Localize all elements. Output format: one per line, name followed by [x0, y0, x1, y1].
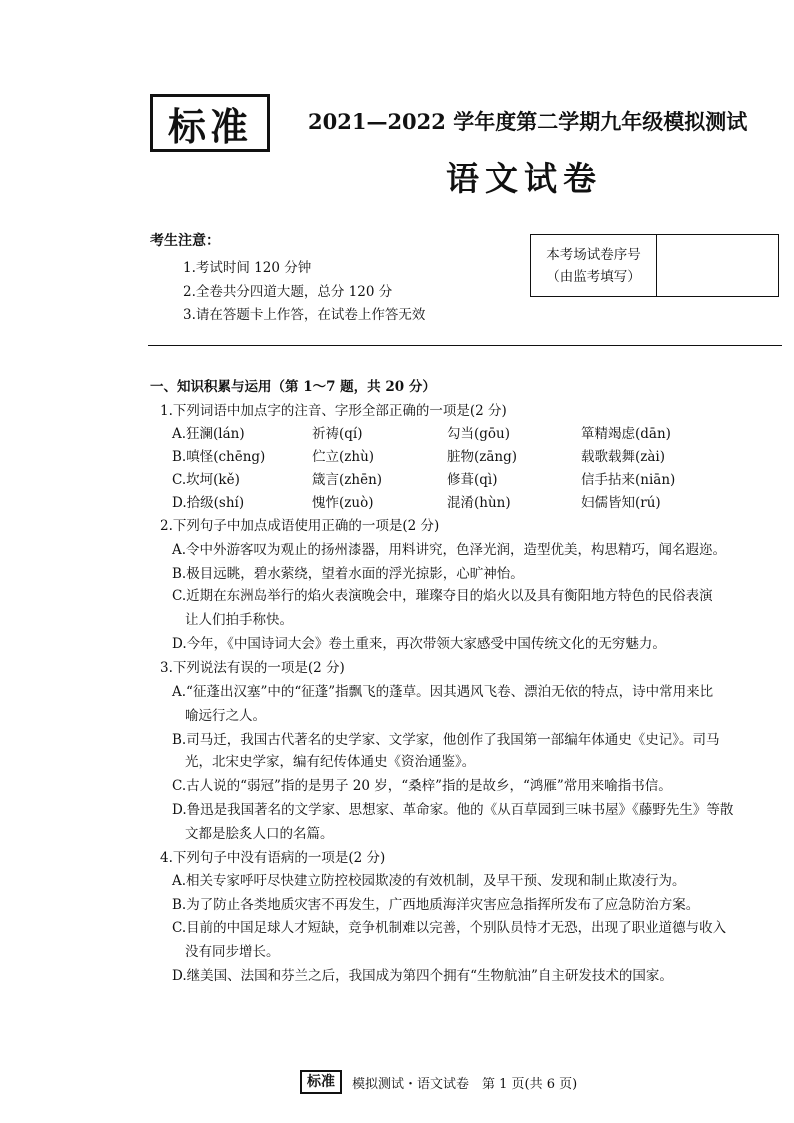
q1-option-c-4: 信手拈来(niān): [581, 472, 676, 488]
notice-item: 2.全卷共分四道大题，总分 120 分: [183, 284, 393, 300]
q3-option-d: D.鲁迅是我国著名的文学家、思想家、革命家。他的《从百草园到三味书屋》《藤野先生》等散: [172, 802, 734, 818]
seat-number-label-line2: （由监考填写）: [546, 268, 641, 285]
q1-option-d-3: 混淆(hùn): [447, 495, 511, 511]
q1-option-d-1: D.拾级(shí): [172, 495, 245, 511]
page-footer: [300, 1070, 577, 1094]
q1-option-c-1: C.坎坷(kě): [172, 472, 240, 488]
q1-option-a-4: 箪精竭虑(dān): [581, 426, 671, 442]
divider-rule: [148, 345, 782, 346]
q2-option-a: A.令中外游客叹为观止的扬州漆器，用料讲究，色泽光润，造型优美，构思精巧，闻名遐迩。: [172, 542, 727, 558]
question-2-stem: 2.下列句子中加点成语使用正确的一项是(2 分): [160, 518, 440, 534]
footer-page-info: 模拟测试・语文试卷 第 1 页(共 6 页): [352, 1076, 578, 1092]
notice-item: 1.考试时间 120 分钟: [183, 260, 312, 276]
seat-number-box: [530, 234, 779, 297]
q4-option-c-cont: 没有同步增长。: [185, 944, 280, 960]
q3-option-c: C.古人说的“弱冠”指的是男子 20 岁，“桑梓”指的是故乡，“鸿雁”常用来喻指书信。: [172, 778, 672, 794]
q1-option-a-2: 祈祷(qí): [312, 426, 363, 442]
q1-option-a-3: 勾当(gōu): [447, 426, 510, 442]
brand-stamp: 标准: [150, 94, 270, 152]
exam-title: 2021—2022 学年度第二学期九年级模拟测试: [308, 109, 748, 134]
seat-number-blank: [657, 235, 778, 296]
q2-option-c: C.近期在东洲岛举行的焰火表演晚会中，璀璨夺目的焰火以及具有衡阳地方特色的民俗表演: [172, 588, 713, 604]
q1-option-b-1: B.嗔怪(chēng): [172, 449, 266, 465]
q1-option-b-3: 脏物(zāng): [447, 449, 518, 465]
q4-option-b: B.为了防止各类地质灾害不再发生，广西地质海洋灾害应急指挥所发布了应急防治方案。: [172, 897, 700, 913]
paper-title: 语文试卷: [446, 159, 602, 198]
q3-option-b-cont: 光，北宋史学家，编有纪传体通史《资治通鉴》。: [185, 754, 476, 770]
q4-option-c: C.目前的中国足球人才短缺，竞争机制难以完善，个别队员恃才无恐，出现了职业道德与收入: [172, 920, 727, 936]
q3-option-a-cont: 喻远行之人。: [185, 708, 266, 724]
q3-option-d-cont: 文都是脍炙人口的名篇。: [185, 826, 334, 842]
seat-number-label: [531, 235, 657, 296]
q2-option-c-cont: 让人们拍手称快。: [185, 612, 293, 628]
notice-item: 3.请在答题卡上作答，在试卷上作答无效: [183, 307, 426, 323]
q1-option-c-3: 修葺(qì): [447, 472, 498, 488]
q1-option-d-2: 愧怍(zuò): [312, 495, 374, 511]
question-4-stem: 4.下列句子中没有语病的一项是(2 分): [160, 850, 386, 866]
q2-option-b: B.极目远眺，碧水萦绕，望着水面的浮光掠影，心旷神怡。: [172, 566, 524, 582]
question-1-stem: 1.下列词语中加点字的注音、字形全部正确的一项是(2 分): [160, 403, 507, 419]
question-3-stem: 3.下列说法有误的一项是(2 分): [160, 660, 345, 676]
footer-stamp: 标准: [300, 1070, 342, 1094]
q3-option-a: A.“征蓬出汉塞”中的“征蓬”指飘飞的蓬草。因其遇风飞卷、漂泊无依的特点，诗中常用来比: [172, 684, 714, 700]
q4-option-d: D.继美国、法国和芬兰之后，我国成为第四个拥有“生物航油”自主研发技术的国家。: [172, 968, 673, 984]
q1-option-d-4: 妇儒皆知(rú): [581, 495, 661, 511]
q1-option-a-1: A.狂澜(lán): [172, 426, 245, 442]
q2-option-d: D.今年，《中国诗词大会》卷土重来，再次带领大家感受中国传统文化的无穷魅力。: [172, 636, 666, 652]
q1-option-b-4: 载歌载舞(zài): [581, 449, 666, 465]
notice-heading: 考生注意：: [150, 233, 220, 249]
q1-option-c-2: 箴言(zhēn): [312, 472, 383, 488]
section-heading: 一、知识积累与运用（第 1～7 题，共 20 分）: [150, 379, 436, 395]
q4-option-a: A.相关专家呼吁尽快建立防控校园欺凌的有效机制，及早干预、发现和制止欺凌行为。: [172, 873, 686, 889]
seat-number-label-line1: 本考场试卷序号: [546, 246, 641, 263]
q3-option-b: B.司马迁，我国古代著名的史学家、文学家，他创作了我国第一部编年体通史《史记》。司马: [172, 732, 720, 748]
q1-option-b-2: 伫立(zhù): [312, 449, 375, 465]
